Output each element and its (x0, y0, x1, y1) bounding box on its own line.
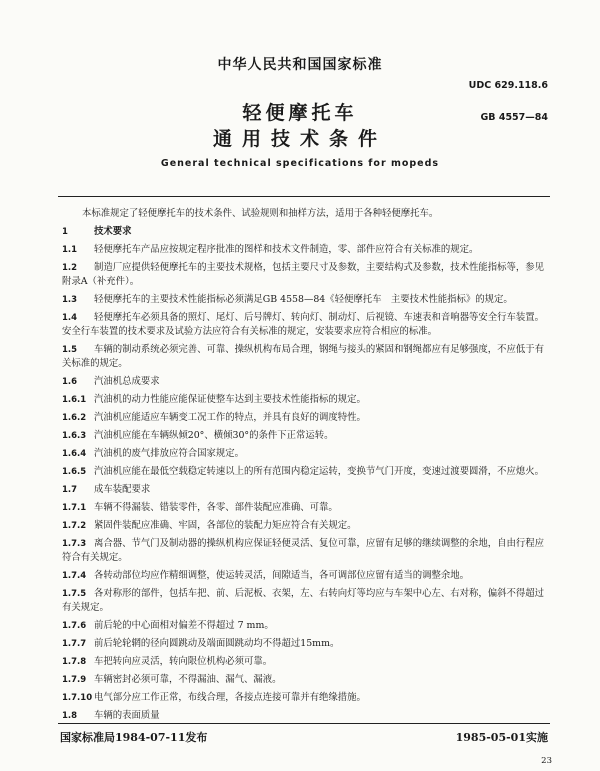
section-number: 1.6.3 (62, 431, 87, 441)
section-item (62, 709, 550, 723)
section-item (62, 375, 550, 389)
section-text: 轻便摩托车的主要技术性能指标必须满足GB 4558—84《轻便摩托车 主要技术性能指标》的规定。 (94, 294, 513, 305)
section-number: 1.6.1 (62, 395, 87, 405)
section-item (62, 619, 550, 633)
section-number: 1.5 (62, 345, 78, 355)
section-text: 轻便摩托车产品应按规定程序批准的图样和技术文件制造，零、部件应符合有关标准的规定。 (94, 244, 479, 255)
section-item (62, 465, 550, 479)
section-item (62, 225, 550, 239)
section-item (62, 501, 550, 515)
section-item (62, 637, 550, 651)
section-item (62, 673, 550, 687)
section-text: 汽油机应能在车辆纵倾20°、横倾30°的条件下正常运转。 (94, 430, 334, 441)
section-number: 1.7.10 (62, 693, 93, 703)
sections-list (62, 225, 550, 723)
section-text: 车辆的制动系统必须完善、可靠、操纵机构布局合理，钢绳与接头的紧固和钢绳都应有足够强度，不应低于有关标准的规定。 (62, 344, 545, 369)
section-text: 技术要求 (94, 226, 132, 237)
section-number: 1.7.9 (62, 675, 87, 685)
section-number: 1.7 (62, 485, 78, 495)
top-rule (58, 196, 550, 197)
section-text: 汽油机应能在最低空载稳定转速以上的所有范围内稳定运转，变换节气门开度，变速过渡要圆滑，不应熄火。 (94, 466, 545, 477)
standard-org-heading: 中华人民共和国国家标准 (217, 57, 383, 73)
section-number: 1.1 (62, 245, 78, 255)
section-item (62, 411, 550, 425)
section-item (62, 243, 550, 257)
effective-date: 1985-05-01实施 (455, 731, 548, 744)
section-number: 1.7.7 (62, 639, 87, 649)
section-number: 1.8 (62, 711, 78, 721)
section-text: 汽油机总成要求 (94, 376, 160, 387)
section-number: 1.7.8 (62, 657, 87, 667)
section-number: 1.4 (62, 313, 78, 323)
gb-code: GB 4557—84 (480, 112, 548, 123)
section-number: 1.6.4 (62, 449, 87, 459)
section-item (62, 569, 550, 583)
section-item (62, 261, 550, 289)
section-item (62, 537, 550, 565)
section-number: 1.7.4 (62, 571, 87, 581)
english-title: General technical specifications for mopeds (160, 158, 440, 169)
section-number: 1 (62, 227, 68, 237)
section-item (62, 393, 550, 407)
intro-paragraph: 本标准规定了轻便摩托车的技术条件、试验规则和抽样方法，适用于各种轻便摩托车。 (82, 208, 439, 219)
document-body (62, 207, 550, 727)
section-text: 电气部分应工作正常，布线合理，各接点连接可靠并有绝缘措施。 (94, 692, 366, 703)
section-number: 1.7.2 (62, 521, 87, 531)
section-text: 汽油机的动力性能应能保证使整车达到主要技术性能指标的规定。 (94, 394, 366, 405)
page-number: 23 (541, 756, 552, 766)
section-number: 1.6.2 (62, 413, 87, 423)
bottom-rule (58, 723, 550, 724)
section-item (62, 655, 550, 669)
section-item (62, 311, 550, 339)
section-text: 车辆的表面质量 (94, 710, 160, 721)
section-text: 车把转向应灵活，转向限位机构必须可靠。 (94, 656, 273, 667)
section-number: 1.6.5 (62, 467, 87, 477)
section-number: 1.7.3 (62, 539, 87, 549)
section-item (62, 343, 550, 371)
section-number: 1.6 (62, 377, 78, 387)
section-item (62, 429, 550, 443)
section-item (62, 587, 550, 615)
section-text: 成车装配要求 (94, 484, 151, 495)
section-text: 各对称形的部件，包括车把、前、后泥板、衣架，左、右转向灯等均应与车架中心左、右对称，偏斜不得超过有关规定。 (62, 588, 545, 613)
section-item (62, 293, 550, 307)
section-text: 制造厂应提供轻便摩托车的主要技术规格，包括主要尺寸及参数，主要结构式及参数，技术性能指标等，参见附录A（补充件）。 (62, 262, 545, 287)
section-text: 前后轮轮辋的径向圆跳动及端面圆跳动均不得超过15mm。 (94, 638, 340, 649)
section-number: 1.7.1 (62, 503, 87, 513)
section-number: 1.3 (62, 295, 78, 305)
title-line-1: 轻便摩托车 (242, 102, 358, 124)
issued-date: 国家标准局1984-07-11发布 (60, 731, 208, 744)
section-text: 车辆不得漏装、错装零件，各零、部件装配应准确、可靠。 (94, 502, 338, 513)
section-item (62, 691, 550, 705)
title-line-2: 通用技术条件 (212, 128, 387, 150)
section-text: 前后轮的中心面相对偏差不得超过 7 mm。 (94, 620, 274, 631)
section-text: 紧固件装配应准确、牢固，各部位的装配力矩应符合有关规定。 (94, 520, 357, 531)
section-item (62, 447, 550, 461)
udc-code: UDC 629.118.6 (468, 80, 548, 91)
section-text: 汽油机的废气排放应符合国家规定。 (94, 448, 245, 459)
section-text: 离合器、节气门及制动器的操纵机构应保证轻便灵活、复位可靠，应留有足够的继续调整的余地，自由行程应符合有关规定。 (62, 538, 545, 563)
section-item (62, 519, 550, 533)
section-number: 1.7.6 (62, 621, 87, 631)
section-text: 汽油机应能适应车辆变工况工作的特点，并具有良好的调度特性。 (94, 412, 366, 423)
section-text: 轻便摩托车必须具备的照灯、尾灯、后号牌灯、转向灯、制动灯、后视镜、车速表和音响器等安全行车装置。安全行车装置的技术要求及试验方法应符合有关标准的规定，安装要求应符合相应的标准。 (62, 312, 545, 337)
section-text: 车辆密封必须可靠，不得漏油、漏气、漏液。 (94, 674, 282, 685)
section-number: 1.7.5 (62, 589, 87, 599)
section-text: 各转动部位均应作精细调整，使运转灵活，间隙适当，各可调部位应留有适当的调整余地。 (94, 570, 470, 581)
section-item (62, 483, 550, 497)
section-number: 1.2 (62, 263, 78, 273)
